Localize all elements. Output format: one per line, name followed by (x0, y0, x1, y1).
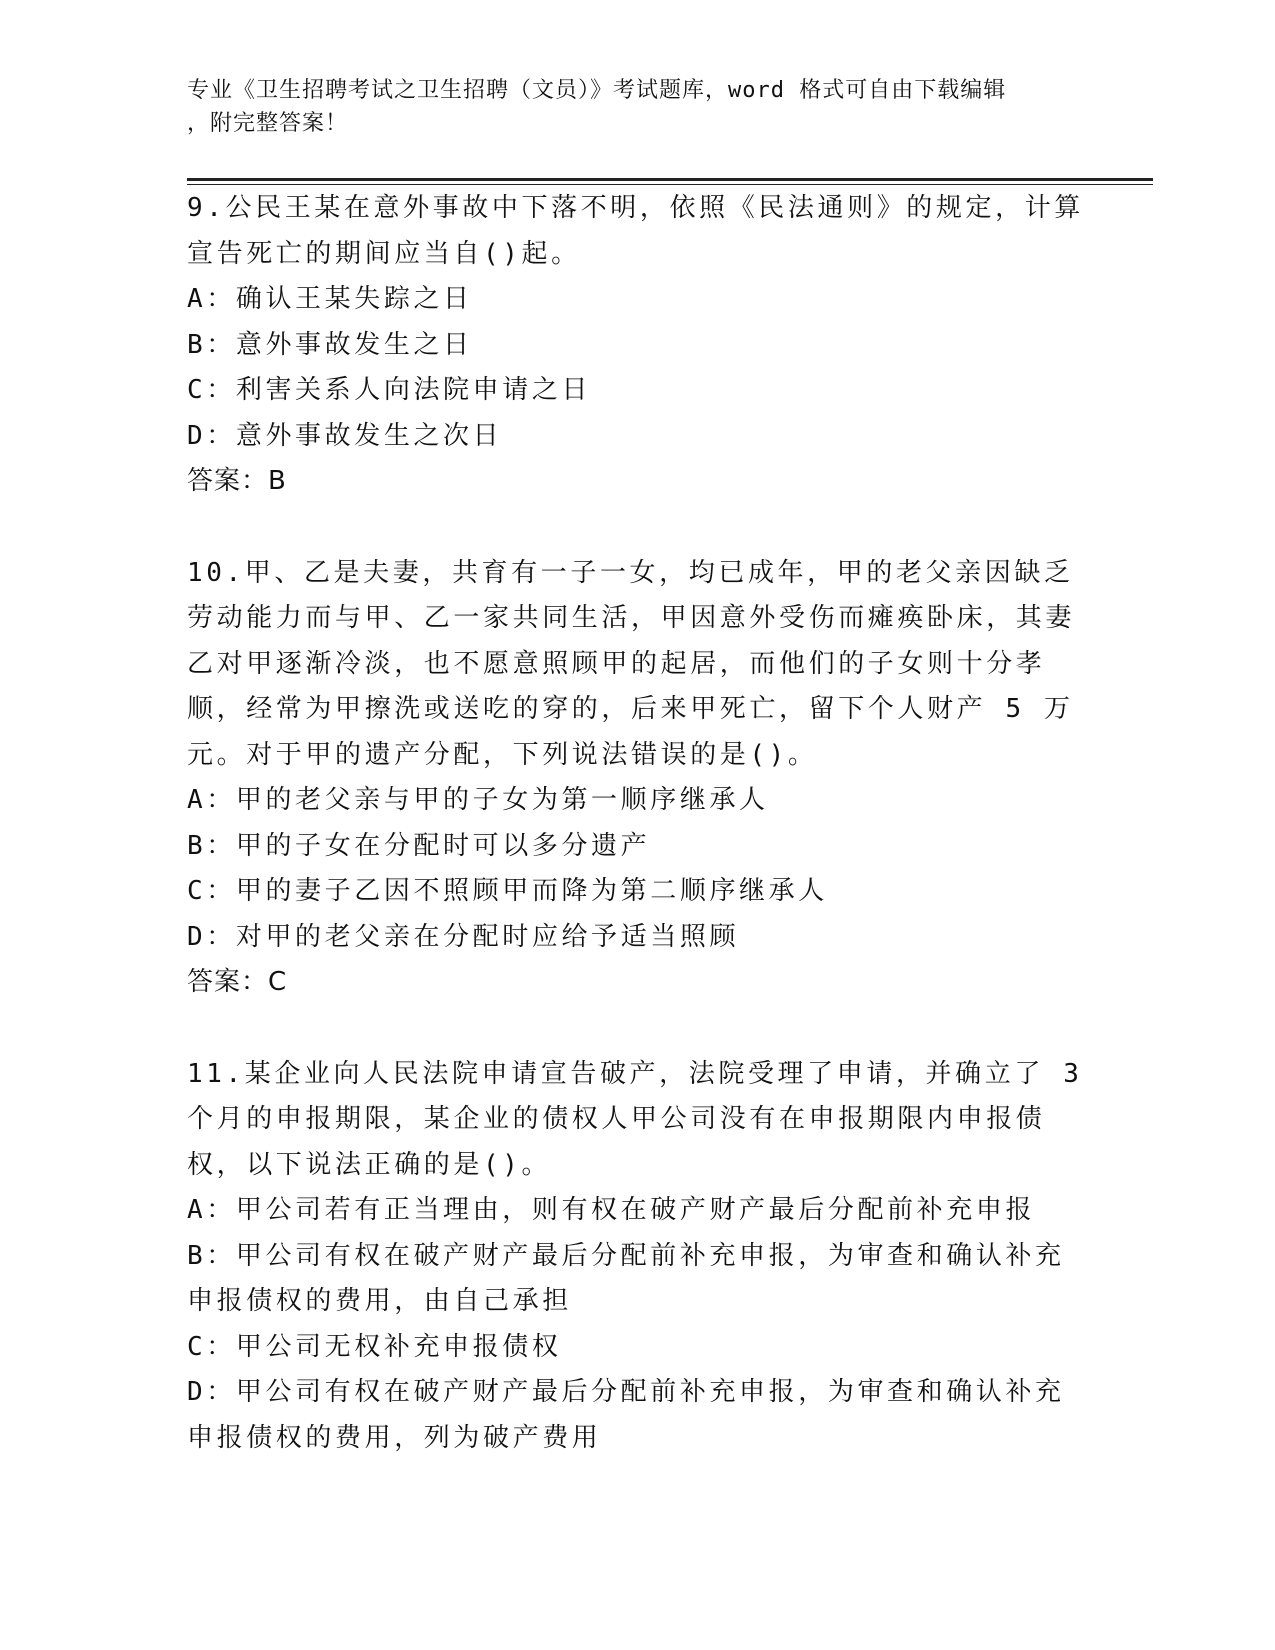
question-text: 10.甲、乙是夫妻，共育有一子一女，均已成年，甲的老父亲因缺乏劳动能力而与甲、乙一家共同生活，甲因意外受伤而瘫痪卧床，其妻乙对甲逐渐冷淡，也不愿意照顾甲的起居，而他们的子女则十分孝顺，经常为甲擦洗或送吃的穿的，后来甲死亡，留下个人财产 5 万元。对于甲的遗产分配，下列说法错误的是()。 (187, 557, 1076, 770)
option-d: D：意外事故发生之次日 (187, 420, 503, 451)
question-spacer (187, 505, 1087, 551)
question-text: 9.公民王某在意外事故中下落不明，依照《民法通则》的规定，计算宣告死亡的期间应当自()起。 (187, 193, 1084, 269)
option-b: B：甲公司有权在破产财产最后分配前补充申报，为审查和确认补充申报债权的费用，由自己承担 (187, 1240, 1065, 1316)
answer-line: 答案：C (187, 967, 288, 997)
option-list (187, 1188, 1087, 1461)
answer-line: 答案：B (187, 466, 287, 496)
option-c: C：甲公司无权补充申报债权 (187, 1331, 562, 1362)
option-b: B：甲的子女在分配时可以多分遗产 (187, 830, 651, 861)
header-line-2: ，附完整答案！ (187, 111, 349, 136)
question-9 (187, 186, 1087, 505)
option-list (187, 277, 1087, 459)
question-10 (187, 551, 1087, 1006)
option-d: D：甲公司有权在破产财产最后分配前补充申报，为审查和确认补充申报债权的费用，列为破产费用 (187, 1377, 1065, 1453)
option-a: A：确认王某失踪之日 (187, 284, 473, 314)
option-list (187, 778, 1087, 960)
header-divider-thick (187, 178, 1153, 181)
option-c: C：甲的妻子乙因不照顾甲而降为第二顺序继承人 (187, 876, 828, 906)
header-divider-thin (187, 184, 1153, 185)
question-text: 11.某企业向人民法院申请宣告破产，法院受理了申请，并确立了 3 个月的申报期限，某企业的债权人甲公司没有在申报期限内申报债权，以下说法正确的是()。 (187, 1058, 1083, 1180)
option-d: D：对甲的老父亲在分配时应给予适当照顾 (187, 921, 740, 952)
question-list (187, 186, 1087, 1461)
question-spacer (187, 1006, 1087, 1052)
option-b: B：意外事故发生之日 (187, 329, 473, 360)
header-line-1: 专业《卫生招聘考试之卫生招聘（文员）》考试题库，word 格式可自由下载编辑 (187, 78, 1007, 103)
question-11 (187, 1052, 1087, 1462)
option-a: A：甲公司若有正当理由，则有权在破产财产最后分配前补充申报 (187, 1195, 1036, 1225)
document-header (187, 74, 1067, 140)
option-a: A：甲的老父亲与甲的子女为第一顺序继承人 (187, 785, 769, 815)
option-c: C：利害关系人向法院申请之日 (187, 375, 592, 405)
